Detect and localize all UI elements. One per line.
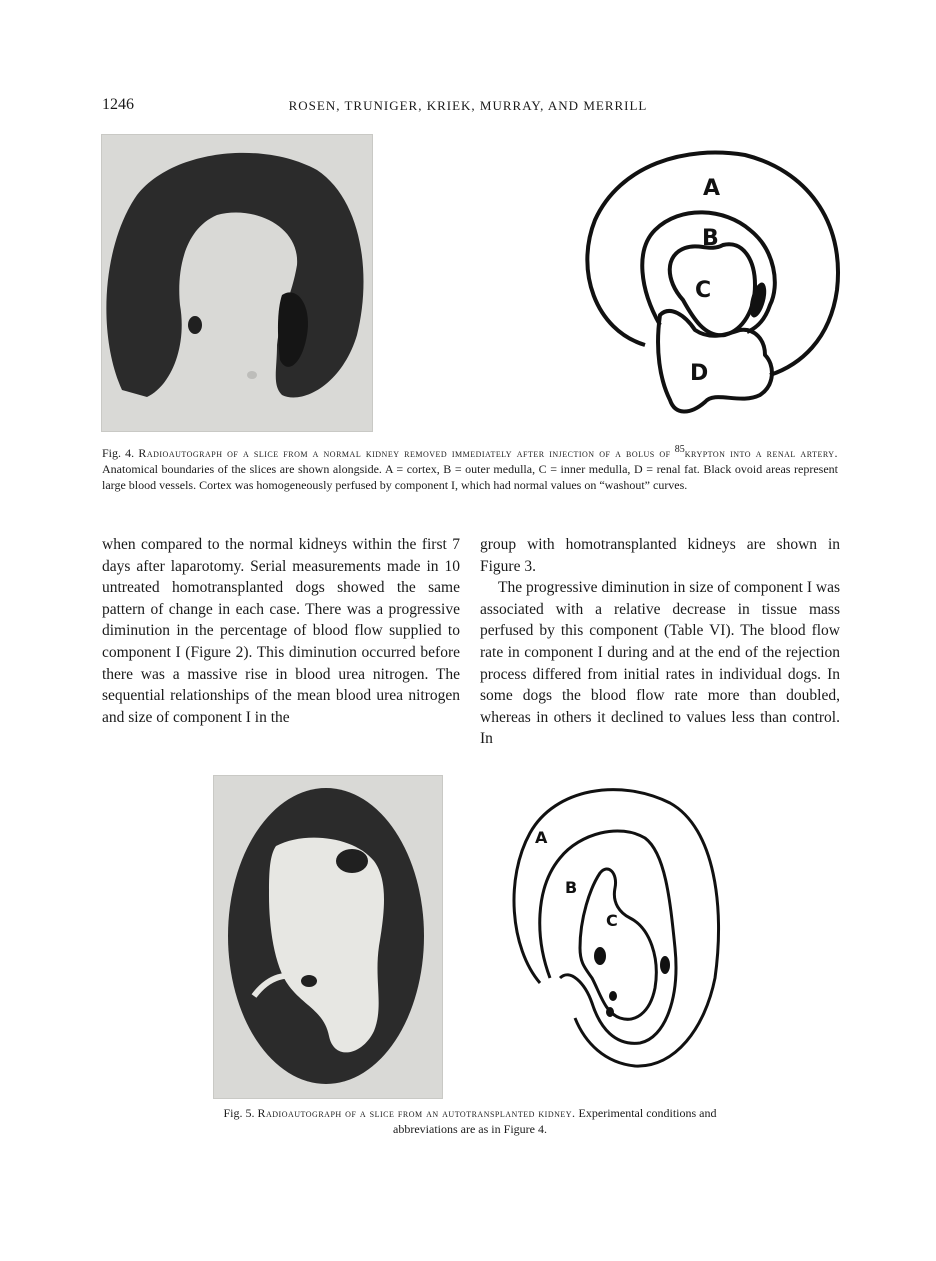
fig5-caption (200, 1105, 740, 1137)
fig4-title-rest: krypton into a renal artery. (684, 446, 839, 460)
fig5-radioautograph (213, 775, 443, 1099)
fig4-anatomical-diagram (565, 140, 855, 430)
fig5-title: Radioautograph of a slice from an autotransplanted kidney. (257, 1106, 576, 1120)
fig4-isotope-sup: 85 (674, 444, 685, 455)
paragraph: group with homotransplanted kidneys are shown in Figure 3. (480, 536, 840, 575)
fig5-caption-body: Experimental conditions and abbreviations are as in Figure 4. (393, 1106, 717, 1136)
fig5-label-c: C (606, 911, 618, 930)
fig4-caption (102, 442, 838, 493)
fig4-caption-body: Anatomical boundaries of the slices are shown alongside. A = cortex, B = outer medulla, C = inner medulla, D = renal fat. Black ovoid areas represent large blood vessels. Cortex was homogeneously perfused by component I, which had normal values on “washout” curves. (102, 462, 838, 492)
fig4-label-b: B (702, 226, 719, 251)
running-head: ROSEN, TRUNIGER, KRIEK, MURRAY, AND MERRILL (288, 98, 648, 113)
body-column-left (102, 534, 460, 728)
fig5-blood-vessel (609, 991, 617, 1001)
fig4-label-c: C (695, 278, 712, 303)
page-number: 1246 (102, 96, 134, 113)
fig5-label-a: A (535, 828, 548, 847)
fig4-label-a: A (703, 176, 721, 201)
fig4-label-d: D (690, 361, 709, 386)
fig4-radioautograph (101, 134, 373, 432)
fig4-outline-c (670, 244, 755, 335)
fig4-label: Fig. 4. (102, 446, 135, 460)
fig5-blood-vessel (660, 956, 670, 974)
fig5-anatomical-diagram (500, 778, 730, 1078)
paragraph: The progressive diminution in size of component I was associated with a relative decrease in tissue mass perfused by this component (Table VI). The blood flow rate in component I during and at the end of the rejection process differed from initial rates in individual dogs. In some dogs the blood flow rate more than doubled, whereas in others it declined to values less than control. In (480, 579, 840, 748)
paragraph: when compared to the normal kidneys within the first 7 days after laparotomy. Serial measurements made in 10 untreated homotransplanted dogs showed the same pattern of change in each case. There was a progressive diminution in the percentage of blood flow supplied to component I (Figure 2). This diminution occurred before there was a massive rise in blood urea nitrogen. The sequential relationships of the mean blood urea nitrogen and size of component I in the (102, 536, 460, 726)
fig5-blood-vessel (606, 1007, 614, 1017)
fig5-label-b: B (565, 878, 578, 897)
fig5-outline-c (580, 869, 656, 1019)
fig5-label: Fig. 5. (223, 1106, 255, 1120)
fig4-title: Radioautograph of a slice from a normal kidney removed immediately after injection of a bolus of (138, 446, 671, 460)
body-column-right (480, 534, 840, 750)
fig5-blood-vessel (594, 947, 606, 965)
fig4-kidney-cortex (106, 153, 363, 398)
